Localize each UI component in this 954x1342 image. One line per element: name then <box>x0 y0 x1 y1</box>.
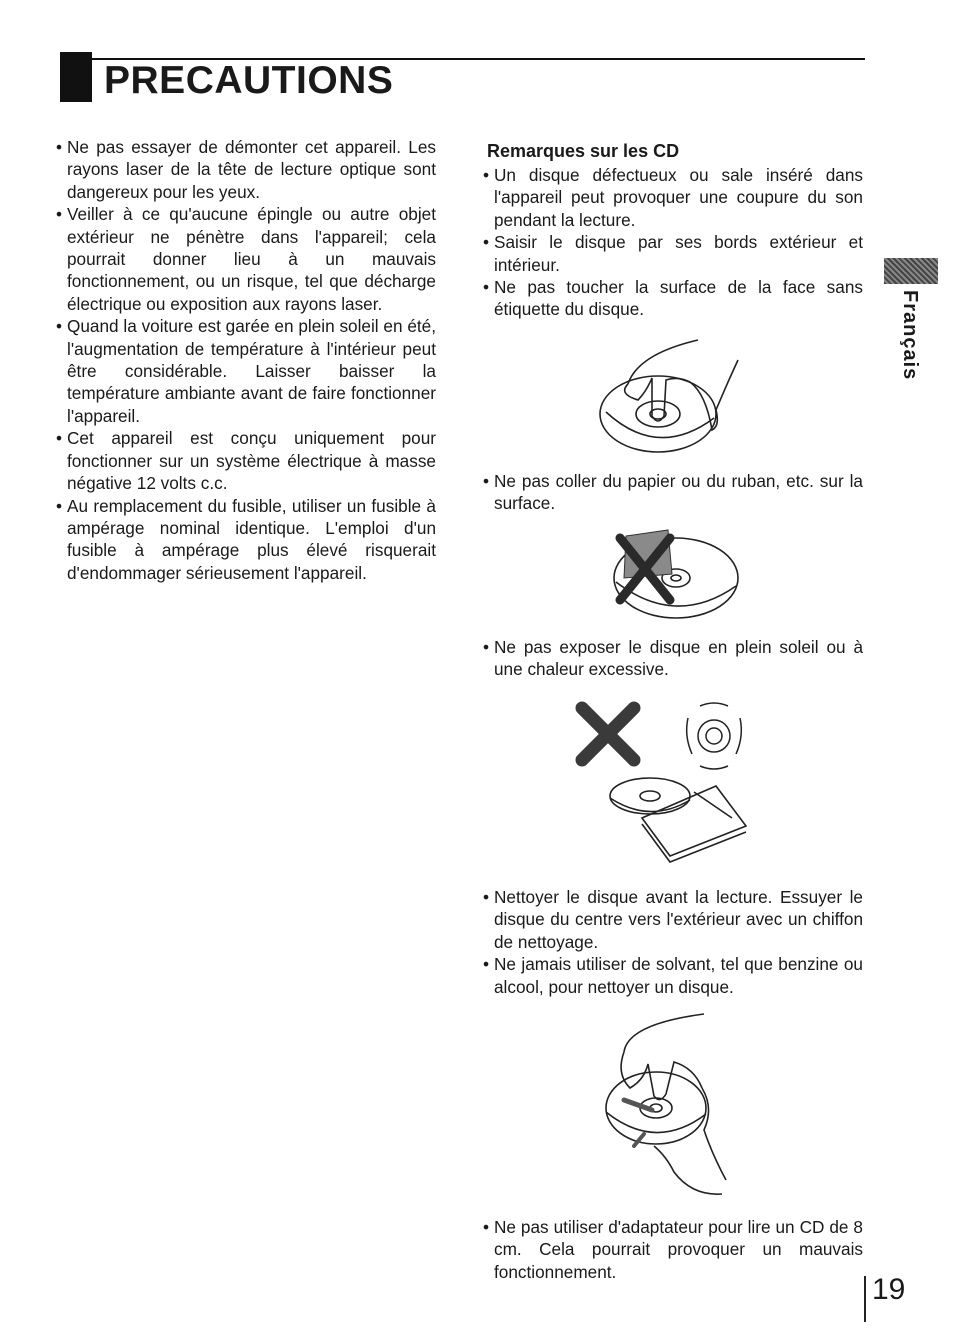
hand-holding-disc-illustration <box>598 334 758 458</box>
prohibit-x-icon <box>582 708 634 760</box>
section-heading: Remarques sur les CD <box>487 141 680 161</box>
list-item: • Ne pas exposer le disque en plein soleil ou à une chaleur excessive. <box>483 636 863 681</box>
disc-heat-illustration <box>566 700 766 864</box>
cd-notes-list-3 <box>483 636 863 681</box>
cd-notes-list-4 <box>483 886 863 998</box>
left-column <box>56 136 436 584</box>
list-item: • Ne pas essayer de démonter cet appareil. Les rayons laser de la tête de lecture optique sont dangereux pour les yeux. <box>56 136 436 203</box>
page-title: PRECAUTIONS <box>104 59 394 102</box>
list-item: • Ne jamais utiliser de solvant, tel que benzine ou alcool, pour nettoyer un disque. <box>483 953 863 998</box>
list-item: • Quand la voiture est garée en plein soleil en été, l'augmentation de température à l'intérieur peut être considérable. Laisser baisser la température ambiante avant de faire fonctionner l'appareil. <box>56 315 436 427</box>
list-item: • Ne pas utiliser d'adaptateur pour lire un CD de 8 cm. Cela pourrait provoquer un mauvais fonctionnement. <box>483 1216 863 1283</box>
cd-notes-list <box>483 164 863 321</box>
precautions-list <box>56 136 436 584</box>
disc-cleaning-illustration <box>604 1004 734 1198</box>
sun-icon <box>687 703 742 769</box>
disc-outline <box>600 376 716 452</box>
cd-notes-list-5 <box>483 1216 863 1283</box>
page-number: 19 <box>872 1273 906 1306</box>
list-item: • Ne pas toucher la surface de la face sans étiquette du disque. <box>483 276 863 321</box>
title-marker <box>60 52 92 102</box>
list-item: • Veiller à ce qu'aucune épingle ou autre objet extérieur ne pénètre dans l'appareil; cela pourrait donner lieu à un mauvais fonctionnement, ou un risque, tel que décharge électrique ou exposition aux rayons laser. <box>56 203 436 315</box>
list-item: • Cet appareil est conçu uniquement pour fonctionner sur un système électrique à masse négative 12 volts c.c. <box>56 427 436 494</box>
page-number-rule <box>864 1276 866 1322</box>
language-tab-label: Français <box>899 290 921 381</box>
cd-notes-list-2 <box>483 470 863 515</box>
right-column <box>483 140 863 321</box>
disc-with-tape-illustration <box>606 528 742 624</box>
list-item: • Au remplacement du fusible, utiliser un fusible à ampérage nominal identique. L'emploi d'un fusible à ampérage plus élevé risquerait d'endommager sérieusement l'appareil. <box>56 495 436 585</box>
list-item: • Saisir le disque par ses bords extérieur et intérieur. <box>483 231 863 276</box>
list-item: • Ne pas coller du papier ou du ruban, etc. sur la surface. <box>483 470 863 515</box>
list-item: • Un disque défectueux ou sale inséré dans l'appareil peut provoquer une coupure du son pendant la lecture. <box>483 164 863 231</box>
list-item: • Nettoyer le disque avant la lecture. Essuyer le disque du centre vers l'extérieur avec un chiffon de nettoyage. <box>483 886 863 953</box>
language-tab-marker <box>884 258 938 284</box>
